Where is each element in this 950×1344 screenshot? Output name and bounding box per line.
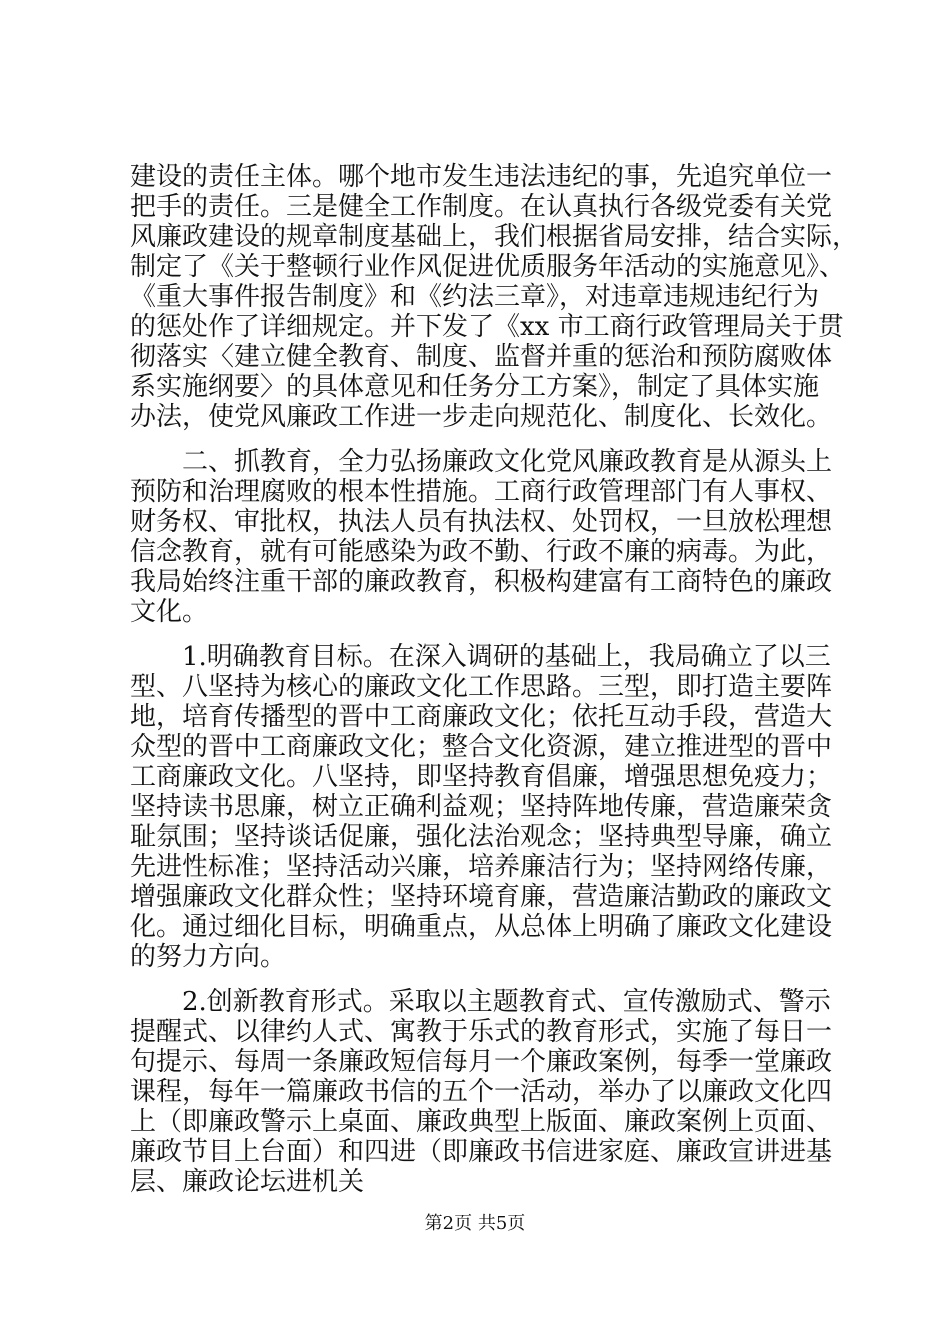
text-line: 我局始终注重干部的廉政教育，积极构建富有工商特色的廉政	[130, 567, 833, 597]
text-line: 地，培育传播型的晋中工商廉政文化；依托互动手段，营造大	[130, 702, 833, 732]
text-line: 增强廉政文化群众性；坚持环境育廉，营造廉洁勤政的廉政文	[130, 882, 833, 912]
text-line: 上（即廉政警示上桌面、廉政典型上版面、廉政案例上页面、	[130, 1107, 833, 1137]
text-line: 型、八坚持为核心的廉政文化工作思路。三型，即打造主要阵	[130, 672, 833, 702]
text-line: 1.明确教育目标。在深入调研的基础上，我局确立了以三	[130, 642, 831, 672]
text-line: 建设的责任主体。哪个地市发生违法违纪的事，先追究单位一	[130, 162, 833, 192]
text-line: 预防和治理腐败的根本性措施。工商行政管理部门有人事权、	[130, 477, 833, 507]
text-line: 《重大事件报告制度》和《约法三章》，对违章违规违纪行为	[130, 282, 820, 312]
text-line: 二、抓教育，全力弘扬廉政文化党风廉政教育是从源头上	[130, 447, 833, 477]
text-line: 办法，使党风廉政工作进一步走向规范化、制度化、长效化。	[130, 402, 833, 432]
text-line: 的惩处作了详细规定。并下发了《xx 市工商行政管理局关于贯	[130, 312, 844, 342]
text-line: 制定了《关于整顿行业作风促进优质服务年活动的实施意见》、	[130, 252, 846, 282]
text-line: 2.创新教育形式。采取以主题教育式、宣传激励式、警示	[130, 987, 831, 1017]
text-line: 先进性标准；坚持活动兴廉，培养廉洁行为；坚持网络传廉，	[130, 852, 833, 882]
text-line: 坚持读书思廉，树立正确利益观；坚持阵地传廉，营造廉荣贪	[130, 792, 833, 822]
text-line: 耻氛围；坚持谈话促廉，强化法治观念；坚持典型导廉，确立	[130, 822, 833, 852]
text-line: 工商廉政文化。八坚持，即坚持教育倡廉，增强思想免疫力；	[130, 762, 833, 792]
text-line: 财务权、审批权，执法人员有执法权、处罚权，一旦放松理想	[130, 507, 833, 537]
text-line: 廉政节目上台面）和四进（即廉政书信进家庭、廉政宣讲进基	[130, 1137, 833, 1167]
text-line: 众型的晋中工商廉政文化；整合文化资源，建立推进型的晋中	[130, 732, 833, 762]
text-line: 的努力方向。	[130, 942, 287, 972]
text-line: 信念教育，就有可能感染为政不勤、行政不廉的病毒。为此，	[130, 537, 833, 567]
text-line: 化。通过细化目标，明确重点，从总体上明确了廉政文化建设	[130, 912, 833, 942]
text-line: 风廉政建设的规章制度基础上，我们根据省局安排，结合实际，	[130, 222, 859, 252]
text-line: 提醒式、以律约人式、寓教于乐式的教育形式，实施了每日一	[130, 1017, 833, 1047]
text-line: 句提示、每周一条廉政短信每月一个廉政案例，每季一堂廉政	[130, 1047, 833, 1077]
text-line: 彻落实〈建立健全教育、制度、监督并重的惩治和预防腐败体	[130, 342, 833, 372]
text-line: 把手的责任。三是健全工作制度。在认真执行各级党委有关党	[130, 192, 833, 222]
text-line: 文化。	[130, 597, 209, 627]
text-line: 课程，每年一篇廉政书信的五个一活动，举办了以廉政文化四	[130, 1077, 833, 1107]
text-line: 系实施纲要〉的具体意见和任务分工方案》，制定了具体实施	[130, 372, 820, 402]
text-line: 层、廉政论坛进机关	[130, 1167, 365, 1197]
page-number-footer: 第2页 共5页	[424, 1213, 526, 1234]
